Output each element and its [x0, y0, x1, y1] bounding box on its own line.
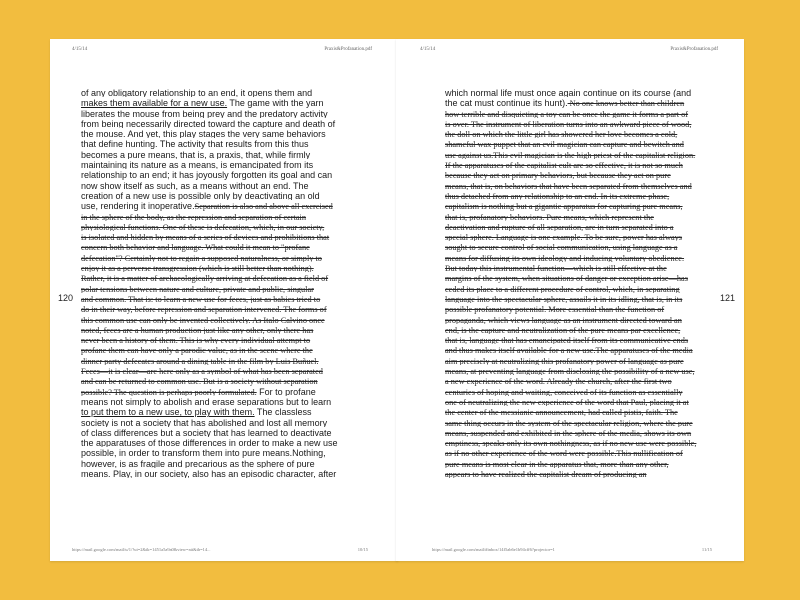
struck-text-segment: No one knows better than children [567, 99, 685, 108]
text-line [81, 293, 373, 303]
struck-text-segment: appears to have realized the capitalist dream of producing an [445, 469, 647, 479]
text-line [81, 200, 373, 210]
text-line [445, 283, 737, 293]
left-page-number: 120 [58, 293, 74, 303]
left-footer-url: https://mail.google.com/mail/u/1/?ui=2&ik=1451a5a9a0&view=att&th=14... [72, 547, 211, 552]
underlined-text-segment: of any obligatory relationship to an end, it opens them and [81, 88, 313, 98]
text-line [81, 365, 373, 375]
left-header-date: 4/15/14 [72, 47, 88, 52]
text-line [445, 169, 737, 179]
struck-text-segment: dinner party defecates around a dining table in the film by Luis Buñuel. [81, 356, 319, 366]
struck-text-segment: and common. That is: to learn a new use for feces, just as babies tried to [81, 294, 321, 304]
struck-text-segment: the center of the messianic announcement, had called pistis, faith. The [445, 408, 678, 417]
text-line [81, 118, 373, 128]
text-line [445, 149, 737, 159]
text-line [445, 138, 737, 148]
text-segment: that define hunting. The activity that results from this thus [81, 139, 309, 149]
struck-text-segment: do in their way, before repression and separation intervened. The forms of [81, 305, 327, 314]
text-line [81, 138, 373, 148]
text-line [81, 272, 373, 282]
text-line [81, 458, 373, 468]
text-segment: use, rendering it inoperative. [81, 201, 195, 211]
text-line [445, 293, 737, 303]
text-line [81, 252, 373, 262]
struck-text-segment: enjoy it as a perverse transgression (which is still better than nothing). [81, 264, 314, 273]
left-header-filename: Praxis&Profanation.pdf [324, 47, 372, 52]
struck-text-segment: special sphere. Language is one example. To be sure, power has always [445, 233, 683, 242]
text-segment: the cat must continue its hunt). [445, 98, 568, 108]
struck-text-segment: and thus makes itself available for a new use.The apparatuses of the media [445, 346, 693, 355]
text-line [445, 272, 737, 282]
struck-text-segment: noted, feces are a human production just like any other, only there has [81, 325, 314, 335]
struck-text-segment: shameful wax puppet that an evil magician can capture and bewitch and [445, 140, 684, 149]
struck-text-segment: profane them can have only a parodic value, as in the scene where the [81, 346, 313, 355]
text-line [81, 396, 373, 406]
text-line [81, 108, 373, 118]
struck-text-segment: If the apparatuses of the capitalist cult are so effective, it is not so much [445, 161, 683, 170]
struck-text-segment: propaganda, which views language as an instrument directed toward an [445, 315, 682, 324]
text-line [445, 190, 737, 200]
text-line [445, 406, 737, 416]
text-line [445, 365, 737, 375]
text-line [445, 324, 737, 334]
text-segment: now show itself as such, as a means without an end. The [81, 180, 309, 190]
struck-text-segment: means for diffusing its own ideology and inducing voluntary obedience. [445, 253, 685, 263]
struck-text-segment: is isolated and hidden by means of a series of devices and prohibitions that [81, 233, 330, 242]
struck-text-segment: possible? The question is perhaps poorly formulated. [81, 387, 257, 396]
struck-text-segment: same thing occurs in the system of the spectacular religion, where the pure [445, 418, 693, 427]
text-line [81, 211, 373, 221]
struck-text-segment: pure means is most clear in the apparatus that, more than any other, [445, 459, 669, 468]
text-segment: of class differences but a society that has learned to deactivate [81, 427, 332, 438]
struck-text-segment: language into the spectacular sphere, assails it in its idling, that is, in its [445, 294, 683, 304]
text-line [445, 447, 737, 457]
struck-text-segment: possible profanatory potential. More essential than the function of [445, 305, 665, 314]
right-header-date: 4/15/14 [420, 47, 436, 52]
text-line [81, 221, 373, 231]
text-line [445, 200, 737, 210]
text-line [81, 180, 373, 190]
text-line [81, 231, 373, 241]
struck-text-segment: that is, profanatory behaviors. Pure means, which represent the [445, 212, 654, 221]
text-line [81, 468, 373, 478]
text-line [81, 169, 373, 179]
struck-text-segment: concern both behavior and language. What could it mean to "profane [81, 243, 310, 252]
right-footer-pagecount: 11/15 [701, 547, 712, 552]
text-line [445, 344, 737, 354]
left-page [50, 39, 398, 561]
right-page-text [445, 87, 737, 478]
text-line [445, 241, 737, 251]
right-header-filename: Praxis&Profanation.pdf [670, 47, 718, 52]
text-line [81, 283, 373, 293]
struck-text-segment: end, is the capture and neutralization of the pure means par excellence, [445, 325, 681, 335]
text-line [445, 231, 737, 241]
text-segment: becomes a pure means, that is, a praxis, that, while firmly [81, 149, 311, 160]
text-segment: liberates the mouse from being prey and the predatory activity [81, 108, 328, 118]
underlined-text-segment: makes them available for a new use. [81, 98, 228, 108]
text-line [445, 355, 737, 365]
struck-text-segment: use against us.This evil magician is the high priest of the capitalist religion. [445, 150, 696, 160]
text-line [81, 386, 373, 396]
struck-text-segment: this common use can only be invented collectively. As Italo Calvino once [81, 315, 325, 324]
struck-text-segment: deactivation and rupture of all separation, are in turn separated into a [445, 222, 674, 232]
text-line [81, 97, 373, 107]
struck-text-segment: aim precisely at neutralizing this profanatory power of language as pure [445, 356, 684, 366]
text-segment: the mouse. And yet, this play stages the very same behaviors [81, 129, 326, 139]
text-line [445, 386, 737, 396]
text-segment: society is not a society that has abolished and lost all memory [81, 417, 328, 427]
text-line [445, 314, 737, 324]
text-line [445, 108, 737, 118]
text-segment: relationship to an end; it has joyously forgotten its goal and can [81, 170, 333, 180]
text-line [445, 262, 737, 272]
text-segment: The classless [254, 407, 312, 417]
text-line [445, 128, 737, 138]
struck-text-segment: Separation is also and above all exercised [194, 202, 333, 211]
text-line [81, 406, 373, 416]
struck-text-segment: capitalism is nothing but a gigantic apparatus for capturing pure means, [445, 202, 683, 211]
text-line [81, 190, 373, 200]
struck-text-segment: ceded its place to a different procedure of control, which, in separating [445, 284, 680, 293]
text-line [445, 437, 737, 447]
struck-text-segment: Feces—it is clear—are here only as a symbol of what has been separated [81, 367, 323, 376]
text-line [445, 211, 737, 221]
struck-text-segment: centuries of hoping and waiting, conceived of its function as essentially [445, 387, 683, 396]
text-line [81, 149, 373, 159]
right-page [396, 39, 744, 561]
text-segment: from being necessarily directed toward the capture and death of [81, 118, 336, 129]
text-segment: creation of a new use is possible only by deactivating an old [81, 190, 320, 201]
text-line [445, 118, 737, 128]
struck-text-segment: the doll on which the little girl has showered her love becomes a cold, [445, 130, 678, 139]
text-line [81, 241, 373, 251]
struck-text-segment: means, that is, on behaviors that have been separated from themselves and [445, 181, 692, 190]
text-line [445, 97, 737, 107]
struck-text-segment: a new experience of the word. Already the church, after the first two [445, 377, 672, 386]
text-line [81, 334, 373, 344]
text-line [81, 87, 373, 97]
underlined-text-segment: means not simply to abolish and erase separations but to learn [81, 396, 332, 407]
text-line [445, 417, 737, 427]
text-segment: means. Play, in our society, also has an episodic character, after [81, 468, 337, 479]
text-segment: however, is as fragile and precarious as the sphere of pure [81, 458, 315, 468]
text-line [81, 324, 373, 334]
struck-text-segment: one of neutralizing the new experience of the word that Paul, placing it at [445, 397, 689, 407]
struck-text-segment: means, at preventing language from disclosing the possibility of a new use, [445, 367, 695, 376]
text-line [445, 468, 737, 478]
struck-text-segment: as if no other experience of the word were possible.This nullification of [445, 449, 683, 458]
struck-text-segment: is over. The instrument of liberation turns into an awkward piece of wood, [445, 119, 692, 129]
text-line [445, 334, 737, 344]
text-line [445, 458, 737, 468]
text-line [445, 221, 737, 231]
text-line [445, 159, 737, 169]
text-line [81, 128, 373, 138]
underlined-text-segment: to put them to a new use, to play with them. [81, 407, 255, 417]
text-line [445, 427, 737, 437]
underlined-text-segment: For to profane [256, 386, 316, 396]
text-line [81, 427, 373, 437]
text-line [81, 375, 373, 385]
text-line [81, 303, 373, 313]
text-line [81, 417, 373, 427]
text-line [445, 396, 737, 406]
text-segment: The game with the yarn [227, 98, 324, 108]
text-line [445, 87, 737, 97]
text-segment: possible, in order to transform them into pure means.Nothing, [81, 448, 326, 458]
struck-text-segment: means, suspended and exhibited in the sphere of the media, shows its own [445, 428, 692, 438]
struck-text-segment: But today this instrumental function—which is still effective at the [445, 264, 667, 273]
text-line [81, 159, 373, 169]
text-segment: which normal life must once again continue on its course (and [445, 88, 692, 98]
text-line [81, 437, 373, 447]
struck-text-segment: defecation"? Certainly not to regain a supposed naturalness, or simply to [81, 253, 322, 263]
right-footer-url: https://mail.google.com/mail/#inbox/14f5ab6e1b94cff6?projector=1 [432, 547, 555, 552]
text-line [445, 252, 737, 262]
struck-text-segment: because they act on primary behaviors, but because they act on pure [445, 171, 671, 180]
text-line [81, 314, 373, 324]
struck-text-segment: polar tensions between nature and culture, private and public, singular [81, 284, 314, 293]
text-line [81, 262, 373, 272]
text-line [445, 180, 737, 190]
struck-text-segment: margins of the system, when situations of danger or exception arise—has [445, 274, 688, 283]
struck-text-segment: how terrible and disquieting a toy can be once the game it forms a part of [445, 109, 689, 118]
text-segment: maintaining its nature as a means, is emancipated from its [81, 160, 314, 170]
text-line [81, 355, 373, 365]
struck-text-segment: thus detached from any relationship to an end. In its extreme phase, [445, 191, 670, 201]
struck-text-segment: and can be returned to common use. But is a society without separation [81, 377, 318, 386]
struck-text-segment: never been a history of them. This is why every individual attempt to [81, 336, 311, 345]
struck-text-segment: that is, language that has emancipated itself from its communicative ends [445, 336, 689, 345]
left-footer-pagecount: 10/15 [357, 547, 368, 552]
left-page-text [81, 87, 373, 478]
text-segment: the apparatuses of those differences in order to make a new use [81, 438, 338, 448]
struck-text-segment: emptiness, speaks only its own nothingness, as if no new use were possible, [445, 439, 697, 448]
right-page-number: 121 [720, 293, 736, 303]
text-line [81, 447, 373, 457]
text-line [445, 375, 737, 385]
struck-text-segment: sought to secure control of social communication, using language as a [445, 243, 678, 252]
text-line [445, 303, 737, 313]
struck-text-segment: Rather, it is a matter of archaeologically arriving at defecation as a field of [81, 274, 329, 283]
struck-text-segment: physiological functions. One of these is defecation, which, in our society, [81, 222, 325, 232]
struck-text-segment: in the sphere of the body, as the repression and separation of certain [81, 212, 307, 221]
text-line [81, 344, 373, 354]
